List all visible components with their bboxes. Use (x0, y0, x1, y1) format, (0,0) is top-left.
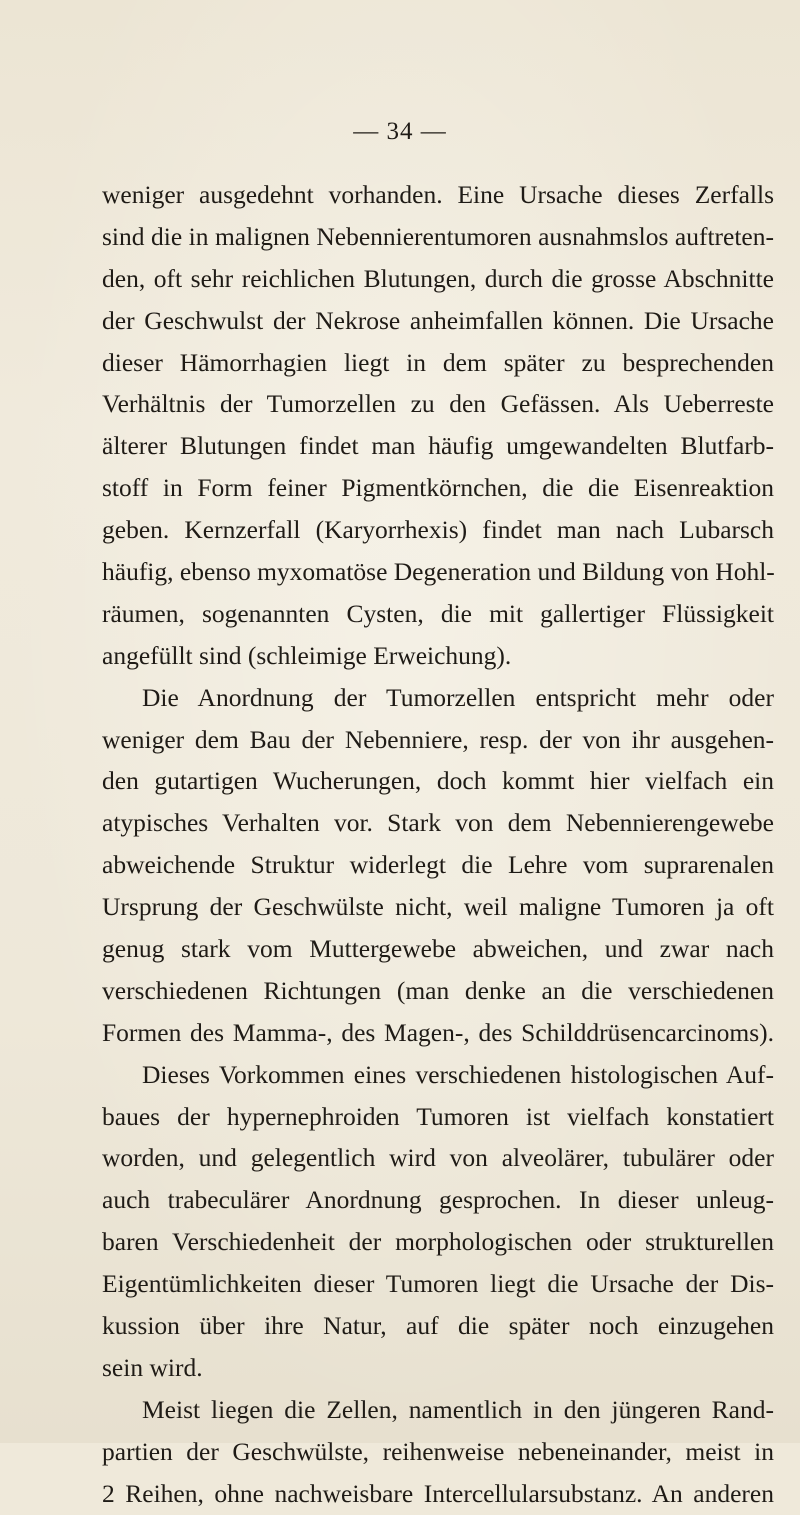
text-line: der Geschwulst der Nekrose anheimfallen können. Die Ursache (102, 305, 774, 335)
text-line: den, oft sehr reichlichen Blutungen, durch die grosse Abschnitte (102, 263, 774, 293)
text-line: räumen, sogenannten Cysten, die mit gallertiger Flüssigkeit (102, 598, 774, 628)
paragraph-start-line: Die Anordnung der Tumorzellen entspricht mehr oder (142, 682, 774, 712)
text-line: atypisches Verhalten vor. Stark von dem Nebennierengewebe (102, 808, 774, 838)
text-line: Ursprung der Geschwülste nicht, weil maligne Tumoren ja oft (102, 892, 774, 922)
text-line: worden, und gelegentlich wird von alveolärer, tubulärer oder (102, 1143, 774, 1173)
text-line: baren Verschiedenheit der morphologischen oder strukturellen (102, 1227, 774, 1257)
text-line: baues der hypernephroiden Tumoren ist vielfach konstatiert (102, 1101, 774, 1131)
paragraph-start-line: Meist liegen die Zellen, namentlich in den jüngeren Rand- (142, 1394, 774, 1424)
text-line: geben. Kernzerfall (Karyorrhexis) findet man nach Lubarsch (102, 515, 774, 545)
paragraph-end-line: angefüllt sind (schleimige Erweichung). (102, 640, 512, 670)
text-line: weniger dem Bau der Nebenniere, resp. der von ihr ausgehen- (102, 724, 774, 754)
body-text (102, 174, 774, 1515)
text-line: Dieses Vorkommen eines verschiedenen histologischen Auf- (142, 1059, 774, 1089)
paragraph-end-line: sein wird. (102, 1352, 203, 1382)
text-line: stoff in Form feiner Pigmentkörnchen, die die Eisenreaktion (102, 473, 774, 503)
text-line: 2 Reihen, ohne nachweisbare Intercellularsubstanz. An anderen (102, 1478, 774, 1508)
text-line: den gutartigen Wucherungen, doch kommt hier vielfach ein (102, 766, 774, 796)
text-line: sind die in malignen Nebennierentumoren ausnahmslos auftreten- (102, 221, 774, 251)
text-line: Verhältnis der Tumorzellen zu den Gefässen. Als Ueberreste (102, 389, 774, 419)
text-line: älterer Blutungen findet man häufig umgewandelten Blutfarb- (102, 431, 774, 461)
text-line: kussion über ihre Natur, auf die später noch einzugehen (102, 1311, 774, 1341)
text-line: dieser Hämorrhagien liegt in dem später zu besprechenden (102, 347, 774, 377)
text-line: abweichende Struktur widerlegt die Lehre vom suprarenalen (102, 850, 774, 880)
text-line: Eigentümlichkeiten dieser Tumoren liegt die Ursache der Dis- (102, 1269, 774, 1299)
text-line: genug stark vom Muttergewebe abweichen, und zwar nach (102, 934, 774, 964)
text-line: weniger ausgedehnt vorhanden. Eine Ursache dieses Zerfalls (102, 180, 774, 209)
page-number: — 34 — (353, 118, 447, 145)
text-line: häufig, ebenso myxomatöse Degeneration und Bildung von Hohl- (102, 557, 775, 587)
text-line: Formen des Mamma-, des Magen-, des Schilddrüsencarcinoms). (102, 1017, 774, 1047)
text-line: auch trabeculärer Anordnung gesprochen. In dieser unleug- (102, 1185, 774, 1215)
text-line: partien der Geschwülste, reihenweise nebeneinander, meist in (102, 1436, 774, 1466)
text-line: verschiedenen Richtungen (man denke an die verschiedenen (102, 975, 774, 1005)
